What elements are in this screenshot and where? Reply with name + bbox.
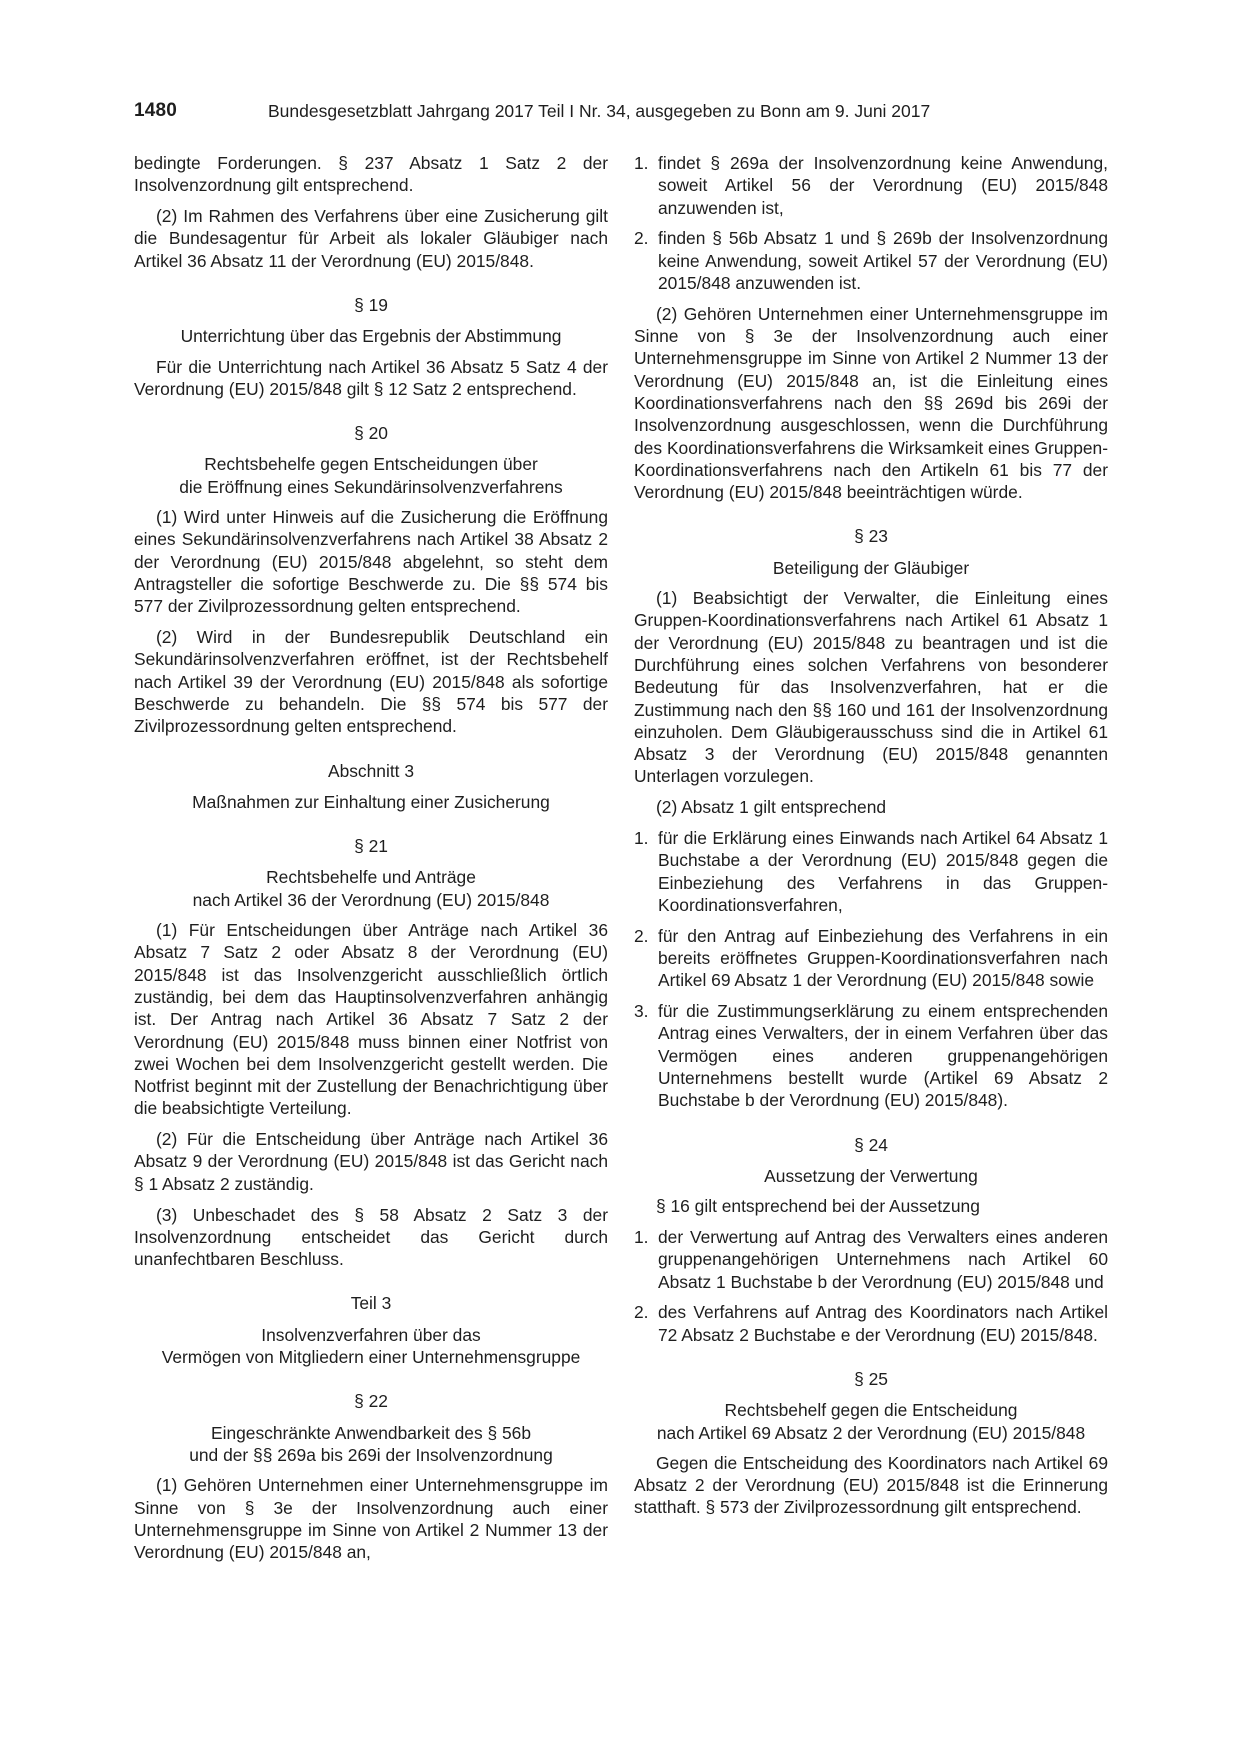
section-22-list	[634, 152, 1108, 294]
teil-3-heading	[134, 1292, 608, 1368]
paragraph-23-1: (1) Beabsichtigt der Verwalter, die Einleitung eines Gruppen-Koordinationsverfahrens nach Artikel 61 Absatz 1 der Verordnung (EU) 2015/848 zu beantragen und ist die Durchführung eines solchen Verfahrens von besonderer Bedeutung für das Insolvenzverfahren, hat er die Zustimmung nach den §§ 160 und 161 der Insolvenzordnung einzuholen. Dem Gläubigerausschuss sind die in Artikel 61 Absatz 3 der Verordnung (EU) 2015/848 genannten Unterlagen vorzulegen.	[634, 588, 1108, 787]
section-number: § 21	[354, 836, 388, 857]
section-title-line-2: nach Artikel 69 Absatz 2 der Verordnung (EU) 2015/848	[656, 1422, 1086, 1443]
list-item-text: des Verfahrens auf Antrag des Koordinators nach Artikel 72 Absatz 2 Buchstabe e der Verordnung (EU) 2015/848.	[658, 1302, 1108, 1345]
abschnitt-3-heading	[134, 760, 608, 814]
paragraph-23-2: (2) Absatz 1 gilt entsprechend	[656, 797, 887, 818]
list-item	[634, 152, 1108, 219]
page-number: 1480	[134, 100, 178, 121]
list-item-number: 2.	[634, 228, 649, 249]
list-item-text: der Verwertung auf Antrag des Verwalters eines anderen gruppenangehörigen Unternehmens nach Artikel 60 Absatz 1 Buchstabe b der Verordnung (EU) 2015/848 und	[658, 1226, 1108, 1292]
section-title-line-1: Rechtsbehelfe gegen Entscheidungen über	[204, 454, 538, 475]
paragraph-22-1: (1) Gehören Unternehmen einer Unternehmensgruppe im Sinne von § 3e der Insolvenzordnung auch einer Unternehmensgruppe im Sinne von Artikel 2 Nummer 13 der Verordnung (EU) 2015/848 an,	[134, 1475, 608, 1563]
page-header	[134, 100, 1107, 126]
teil-title-line-1: Insolvenzverfahren über das	[261, 1324, 481, 1345]
list-item-number: 2.	[634, 925, 649, 946]
paragraph-18-2: (2) Im Rahmen des Verfahrens über eine Zusicherung gilt die Bundesagentur für Arbeit als lokaler Gläubiger nach Artikel 36 Absatz 11 der Verordnung (EU) 2015/848.	[134, 206, 608, 271]
list-item	[634, 925, 1108, 992]
section-25-heading	[634, 1368, 1108, 1444]
paragraph-21-2: (2) Für die Entscheidung über Anträge nach Artikel 36 Absatz 9 der Verordnung (EU) 2015/848 ist das Gericht nach § 1 Absatz 2 zuständig.	[134, 1129, 608, 1194]
section-number: § 20	[354, 423, 388, 444]
teil-label: Teil 3	[350, 1293, 392, 1314]
list-item-text: findet § 269a der Insolvenzordnung keine Anwendung, soweit Artikel 56 der Verordnung (EU) 2015/848 anzuwenden ist,	[658, 153, 1108, 218]
section-number: § 24	[854, 1134, 888, 1155]
section-23-heading	[634, 525, 1108, 579]
paragraph-22-2: (2) Gehören Unternehmen einer Unternehmensgruppe im Sinne von § 3e der Insolvenzordnung auch einer Unternehmensgruppe im Sinne von Artikel 2 Nummer 13 der Verordnung (EU) 2015/848 an, ist die Einleitung eines Koordinationsverfahrens nach den §§ 269d bis 269i der Insolvenzordnung ausgeschlossen, wenn die Durchführung des Koordinationsverfahrens die Wirksamkeit eines Gruppen-Koordinationsverfahrens nach den Artikeln 61 bis 77 der Verordnung (EU) 2015/848 beeinträchtigen würde.	[634, 303, 1108, 503]
list-item	[634, 827, 1108, 916]
paragraph-21-1: (1) Für Entscheidungen über Anträge nach Artikel 36 Absatz 7 Satz 2 oder Absatz 8 der Verordnung (EU) 2015/848 ist das Insolvenzgericht ausschließlich örtlich zuständig, bei dem das Hauptinsolvenzverfahren anhängig ist. Der Antrag nach Artikel 36 Absatz 7 Satz 2 der Verordnung (EU) 2015/848 muss binnen einer Notfrist von zwei Wochen bei dem Insolvenzgericht gestellt werden. Die Notfrist beginnt mit der Zustellung der Benachrichtigung über die beabsichtigte Verteilung.	[134, 920, 608, 1119]
section-title: Aussetzung der Verwertung	[764, 1165, 978, 1186]
list-item-number: 1.	[634, 153, 649, 173]
section-22-heading	[134, 1390, 608, 1466]
left-column	[134, 152, 608, 1572]
list-item-number: 3.	[634, 1001, 649, 1022]
paragraph-25-1: Gegen die Entscheidung des Koordinators nach Artikel 69 Absatz 2 der Verordnung (EU) 2015/848 ist die Erinnerung statthaft. § 573 der Zivilprozessordnung gilt entsprechend.	[634, 1452, 1108, 1518]
list-item-text: finden § 56b Absatz 1 und § 269b der Insolvenzordnung keine Anwendung, soweit Artikel 57 der Verordnung (EU) 2015/848 anzuwenden ist.	[658, 228, 1108, 293]
section-23-list	[634, 827, 1108, 1112]
section-title-line-2: und der §§ 269a bis 269i der Insolvenzordnung	[189, 1444, 553, 1465]
section-title-line-1: Eingeschränkte Anwendbarkeit des § 56b	[210, 1422, 531, 1443]
teil-title-line-2: Vermögen von Mitgliedern einer Unternehmensgruppe	[161, 1347, 581, 1368]
section-number: § 25	[854, 1368, 888, 1389]
list-item-text: für die Zustimmungserklärung zu einem entsprechenden Antrag eines Verwalters, der in einem Verfahren über das Vermögen eines anderen gruppenangehörigen Unternehmens bestellt wurde (Artikel 69 Absatz 2 Buchstabe b der Verordnung (EU) 2015/848).	[658, 1001, 1108, 1111]
list-item-number: 2.	[634, 1302, 649, 1323]
list-item-number: 1.	[634, 1226, 649, 1247]
list-item-text: für die Erklärung eines Einwands nach Artikel 64 Absatz 1 Buchstabe a der Verordnung (EU) 2015/848 gegen die Einbeziehung des Verfahrens in das Gruppen-Koordinationsverfahren,	[658, 828, 1108, 915]
section-title: Beteiligung der Gläubiger	[772, 557, 970, 578]
section-title-line-2: nach Artikel 36 der Verordnung (EU) 2015/848	[192, 889, 550, 910]
list-item-text: für den Antrag auf Einbeziehung des Verfahrens in ein bereits eröffnetes Gruppen-Koordinationsverfahren nach Artikel 69 Absatz 1 der Verordnung (EU) 2015/848 sowie	[658, 925, 1108, 991]
section-21-heading	[134, 835, 608, 911]
section-number: § 19	[354, 294, 388, 315]
paragraph-24-1: § 16 gilt entsprechend bei der Aussetzung	[656, 1196, 980, 1217]
section-24-heading	[634, 1134, 1108, 1188]
list-item	[634, 1301, 1108, 1346]
section-title-line-1: Rechtsbehelfe und Anträge	[266, 867, 476, 888]
section-number: § 23	[854, 526, 888, 547]
section-number: § 22	[354, 1391, 388, 1412]
right-column	[634, 152, 1108, 1527]
paragraph-20-2: (2) Wird in der Bundesrepublik Deutschland ein Sekundärinsolvenzverfahren eröffnet, ist der Rechtsbehelf nach Artikel 39 der Verordnung (EU) 2015/848 als sofortige Beschwerde zu behandeln. Die §§ 574 bis 577 der Zivilprozessordnung gelten entsprechend.	[134, 627, 608, 737]
list-item	[634, 227, 1108, 294]
section-20-heading	[134, 422, 608, 498]
list-item-number: 1.	[634, 828, 649, 849]
abschnitt-title: Maßnahmen zur Einhaltung einer Zusicherung	[192, 791, 550, 812]
section-19-heading	[134, 294, 608, 348]
paragraph-20-1: (1) Wird unter Hinweis auf die Zusicherung die Eröffnung eines Sekundärinsolvenzverfahrens nach Artikel 38 Absatz 2 der Verordnung (EU) 2015/848 abgelehnt, so steht dem Antragsteller die sofortige Beschwerde zu. Die §§ 574 bis 577 der Zivilprozessordnung gelten entsprechend.	[134, 507, 608, 617]
section-title-line-2: die Eröffnung eines Sekundärinsolvenzverfahrens	[179, 476, 563, 497]
running-head: Bundesgesetzblatt Jahrgang 2017 Teil I Nr. 34, ausgegeben zu Bonn am 9. Juni 2017	[268, 101, 931, 121]
abschnitt-label: Abschnitt 3	[327, 760, 415, 781]
paragraph-21-3: (3) Unbeschadet des § 58 Absatz 2 Satz 3 der Insolvenzordnung entscheidet das Gericht durch unanfechtbaren Beschluss.	[134, 1204, 608, 1270]
list-item	[634, 1226, 1108, 1293]
section-title-line-1: Rechtsbehelf gegen die Entscheidung	[724, 1400, 1018, 1421]
paragraph-continued: bedingte Forderungen. § 237 Absatz 1 Satz 2 der Insolvenzordnung gilt entsprechend.	[134, 153, 608, 196]
list-item	[634, 1000, 1108, 1111]
section-24-list	[634, 1226, 1108, 1346]
section-title: Unterrichtung über das Ergebnis der Abstimmung	[180, 326, 562, 347]
paragraph-19-1: Für die Unterrichtung nach Artikel 36 Absatz 5 Satz 4 der Verordnung (EU) 2015/848 gilt § 12 Satz 2 entsprechend.	[134, 356, 608, 399]
